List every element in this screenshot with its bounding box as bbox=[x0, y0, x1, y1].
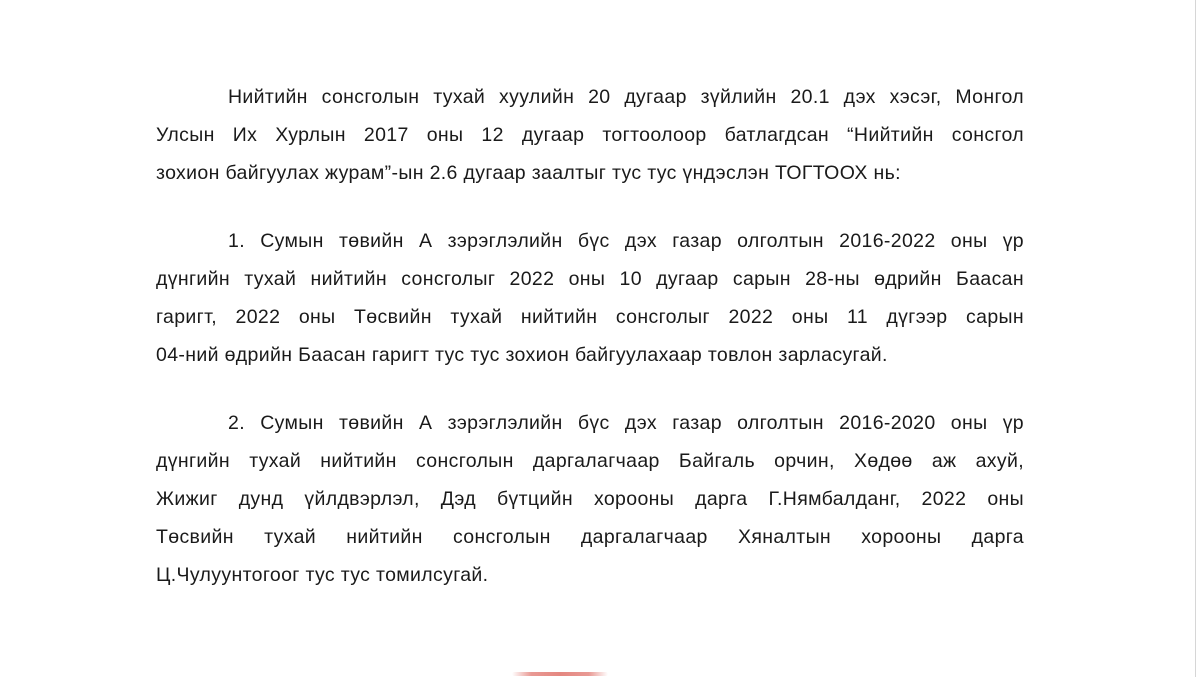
decision-item-2 bbox=[156, 404, 1024, 594]
decision-item-1 bbox=[156, 222, 1024, 374]
decision-item-line: Ц.Чулуунтогоог тус тус томилсугай. bbox=[156, 564, 489, 586]
decision-item-line: 1. Сумын төвийн А зэрэглэлийн бүс дэх газар олголтын 2016-2022 оны үр bbox=[228, 230, 1024, 252]
decision-item-line: дүнгийн тухай нийтийн сонсголын даргалагчаар Байгаль орчин, Хөдөө аж ахуй, bbox=[156, 450, 1024, 472]
decision-item-line: Жижиг дунд үйлдвэрлэл, Дэд бүтцийн хорооны дарга Г.Нямбалданг, 2022 оны bbox=[156, 488, 1024, 510]
decision-item-line: 04-ний өдрийн Баасан гаригт тус тус зохион байгуулахаар товлон зарласугай. bbox=[156, 344, 888, 366]
decision-item-line: 2. Сумын төвийн А зэрэглэлийн бүс дэх газар олголтын 2016-2020 оны үр bbox=[228, 412, 1024, 434]
preamble-paragraph bbox=[156, 78, 1024, 192]
preamble-line: Улсын Их Хурлын 2017 оны 12 дугаар тогтоолоор батлагдсан “Нийтийн сонсгол bbox=[156, 124, 1024, 146]
scan-edge-line bbox=[1195, 0, 1196, 677]
decision-item-line: Төсвийн тухай нийтийн сонсголын даргалагчаар Хяналтын хорооны дарга bbox=[156, 526, 1024, 548]
decision-item-line: дүнгийн тухай нийтийн сонсголыг 2022 оны 10 дугаар сарын 28-ны өдрийн Баасан bbox=[156, 268, 1024, 290]
preamble-line: Нийтийн сонсголын тухай хуулийн 20 дугаар зүйлийн 20.1 дэх хэсэг, Монгол bbox=[228, 86, 1024, 108]
red-seal-fragment bbox=[512, 672, 608, 676]
preamble-line: зохион байгуулах журам”-ын 2.6 дугаар заалтыг тус тус үндэслэн ТОГТООХ нь: bbox=[156, 162, 901, 184]
decision-item-line: гаригт, 2022 оны Төсвийн тухай нийтийн сонсголыг 2022 оны 11 дүгээр сарын bbox=[156, 306, 1024, 328]
